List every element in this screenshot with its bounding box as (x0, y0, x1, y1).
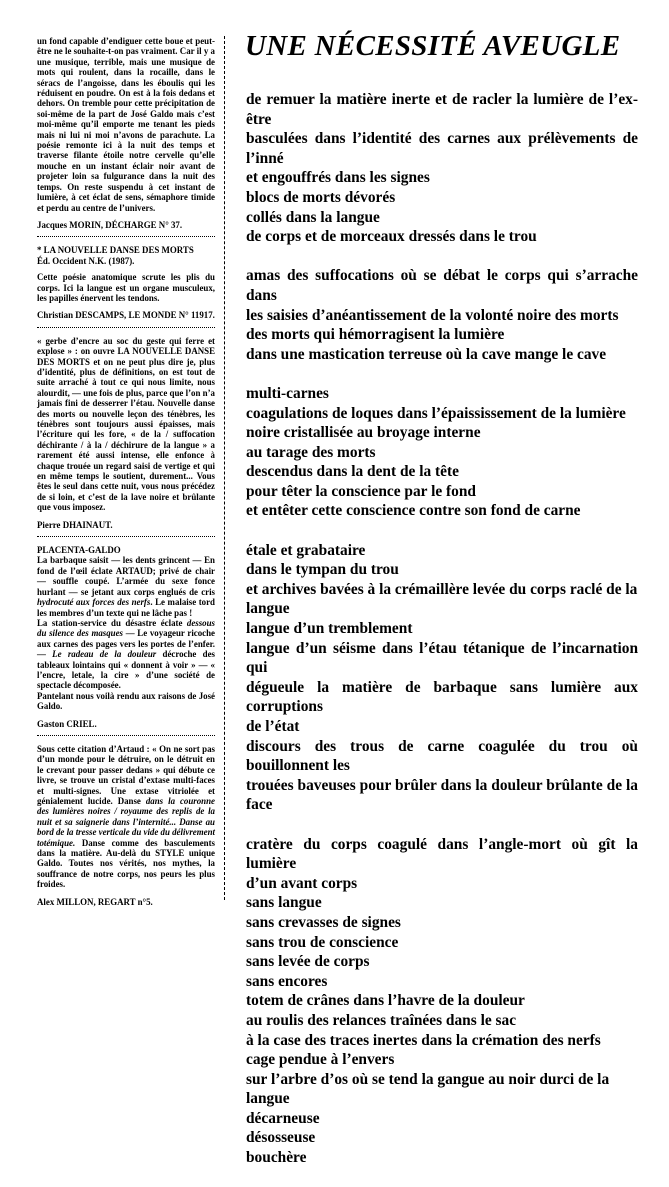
poem-line: noire cristallisée au broyage interne (246, 424, 481, 442)
poem-line: totem de crânes dans l’havre de la douleur (246, 992, 525, 1010)
review-paragraph: La station-service du désastre éclate dessous du silence des masques — Le voyageur ricoche aux carnes des pages vers les portes de l’enfer. — Le radeau de la douleur décroche des tableaux lointains qui « donnent à voir » — « l’encre, letale, la cire » d’une société de spectacle décomposée. (37, 617, 215, 691)
poem-stanza (246, 541, 638, 815)
poem-line: sans langue (246, 894, 322, 912)
poem-line: désosseuse (246, 1129, 316, 1147)
poem-title: UNE NÉCESSITÉ AVEUGLE (245, 30, 621, 62)
poem-line: coagulations de loques dans l’épaississement de la lumière (246, 404, 626, 422)
poem-line: collés dans la langue (246, 208, 380, 226)
review-signature: Gaston CRIEL. (37, 718, 97, 729)
poem-line: langue (246, 1090, 290, 1108)
column-divider (224, 36, 225, 900)
poem-line: langue d’un tremblement (246, 620, 413, 638)
book-publisher: Éd. Occident N.K. (1987). (37, 255, 135, 266)
poem-body (246, 90, 638, 1187)
poem-line: descendus dans la dent de la tête (246, 463, 459, 481)
poem-line: sans trou de conscience (246, 933, 399, 951)
poem-line: trouées baveuses pour brûler dans la douleur brûlante de la face (246, 776, 638, 814)
poem-line: étale et grabataire (246, 541, 366, 559)
poem-line: à la case des traces inertes dans la crémation des nerfs (246, 1031, 601, 1049)
review-signature: Alex MILLON, REGART n°5. (37, 896, 153, 907)
poem-line: et entêter cette conscience contre son fond de carne (246, 502, 581, 520)
poem-line: sans crevasses de signes (246, 913, 401, 931)
poem-line: au roulis des relances traînées dans le sac (246, 1011, 517, 1029)
poem-line: cratère du corps coagulé dans l’angle-mort où gît la lumière (246, 835, 638, 873)
poem-line: de l’état (246, 718, 300, 735)
review-text: Cette poésie anatomique scrute les plis du corps. Ici la langue est un organe musculeux, les papilles énervent les tendons. (37, 272, 215, 303)
review-signature: Christian DESCAMPS, LE MONDE N° 11917. (37, 310, 215, 321)
poem-stanza (246, 266, 638, 364)
poem-line: de remuer la matière inerte et de racler la lumière de l’ex-être (246, 91, 638, 128)
poem-line: au tarage des morts (246, 443, 376, 461)
poem-line: sans encores (246, 972, 328, 990)
review-heading: PLACENTA-GALDO (37, 545, 121, 556)
poem-stanza (246, 384, 638, 521)
poem-line: discours des trous de carne coagulée du trou où bouillonnent les (246, 737, 638, 775)
poem-line: et engouffrés dans les signes (246, 169, 430, 187)
review-text: Sous cette citation d’Artaud : « On ne sort pas d’un monde pour le détruire, on le détruit en le crevant pour passer dedans » qui débute ce livre, se trouve un cristal d’extase multi-faces et multi-signes. Une extase vitriolée et génialement lucide. Danse dans la couronne des lumières noires / royaume des replis de la nuit et sa saignerie dans l’internité... Danse au bord de la tresse verticale du vide du délivrement totémique. Danse comme des basculements dans la matière. Au-delà du STYLE unique Galdo. Toutes nos vérités, nos mythes, la souffrance de notre corps, nos peurs les plus froides. (37, 743, 215, 890)
poem-line: des morts qui hémorragisent la lumière (246, 326, 505, 344)
poem-line: les saisies d’anéantissement de la volonté noire des morts (246, 306, 619, 324)
review-signature: Jacques MORIN, DÉCHARGE N° 37. (37, 219, 183, 230)
review-signature: Pierre DHAINAUT. (37, 519, 113, 530)
divider (37, 236, 215, 237)
reviews-column (37, 36, 215, 907)
poem-line: et archives bavées à la crémaillère levée du corps raclé de la (246, 580, 638, 598)
poem-line: amas des suffocations où se débat le corps qui s’arrache dans (246, 267, 638, 304)
poem-line: dans une mastication terreuse où la cave mange le cave (246, 345, 607, 363)
review-text: un fond capable d’endiguer cette boue et peut-être ne le souhaite-t-on pas vraiment. Car il y a une musique, terrible, mais une musique de mots qui roulent, dans la rocaille, dans le séracs de l’angoisse, dans les éboulis qui les réduisent en poudre. On est à la fois dedans et dehors. On tremble pour cette précipitation de soi-même de la part de José Galdo mais c’est moi-même qu’il emporte me tenant les pieds mais ni lui ni moi n’avons de parachute. La poésie remonte ici à la nuit des temps et traverse filante étoile notre cervelle qu’elle mouche en un instant éclair noir avant de projeter loin sa fulgurance dans la nuit des temps. On reste suspendu à cet instant de lumière, à cet éclat de sens, sémaphore timide et perdu au centre de l’univers. (37, 36, 215, 213)
poem-line: multi-carnes (246, 384, 329, 402)
poem-line: cage pendue à l’envers (246, 1051, 395, 1069)
poem-line: basculées dans l’identité des carnes aux prélèvements de l’inné (246, 130, 638, 167)
poem-line: d’un avant corps (246, 874, 358, 892)
book-heading: * LA NOUVELLE DANSE DES MORTS (37, 245, 194, 256)
poem-line: décarneuse (246, 1109, 320, 1127)
poem-line: dégueule la matière de barbaque sans lumière aux corruptions (246, 678, 638, 716)
poem-line: bouchère (246, 1149, 307, 1167)
poem-line: de corps et de morceaux dressés dans le trou (246, 228, 537, 246)
poem-line: blocs de morts dévorés (246, 188, 396, 206)
poem-line: sans levée de corps (246, 953, 370, 971)
review-paragraph: Pantelant nous voilà rendu aux raisons de José Galdo. (37, 690, 215, 712)
poem-line: langue d’un séisme dans l’étau tétanique de l’incarnation qui (246, 639, 638, 677)
review-paragraph: La barbaque saisit — les dents grincent — En fond de l’œil éclate ARTAUD; privé de chair — souffle coupé. L’armée du sexe fonce hurlant — se jetant aux corps englués de cris hydrocuté aux forces des nerfs. Le malaise tord les membres d’un texte qui ne lâche pas ! (37, 555, 215, 618)
review-text: « gerbe d’encre au soc du geste qui ferre et explose » : on ouvre LA NOUVELLE DANSE DES MORTS et on ne peut plus dire je, plus d’identité, plus de définitions, on est tout de suite arraché à tout ce qui nous limite, nous alourdit, — une fois de plus, parce que l’on n’a jamais fini de desserrer l’étau. Nouvelle danse des morts ou nouvelle leçon des ténèbres, les ténèbres sont toujours aussi épaisses, mais l’écriture qui les fore, « de la / suffocation déchirante / à la / déchirure de la langue » a rarement été aussi intense, elle enfonce à chaque trouée un regard saisi de vertige et qui en même temps le soutient, durement... Vous êtes le seul dans cette nuit, vous nous précédez de si loin, et c’est de la lave noire et brûlante que vous imposez. (37, 335, 215, 513)
divider (37, 536, 215, 537)
poem-line: dans le tympan du trou (246, 561, 399, 579)
divider (37, 735, 215, 736)
poem-stanza (246, 835, 638, 1168)
poem-line: sur l’arbre d’os où se tend la gangue au noir durci de la (246, 1070, 610, 1088)
poem-stanza (246, 90, 638, 247)
divider (37, 327, 215, 328)
poem-line: pour têter la conscience par le fond (246, 482, 476, 500)
poem-line: langue (246, 600, 290, 618)
